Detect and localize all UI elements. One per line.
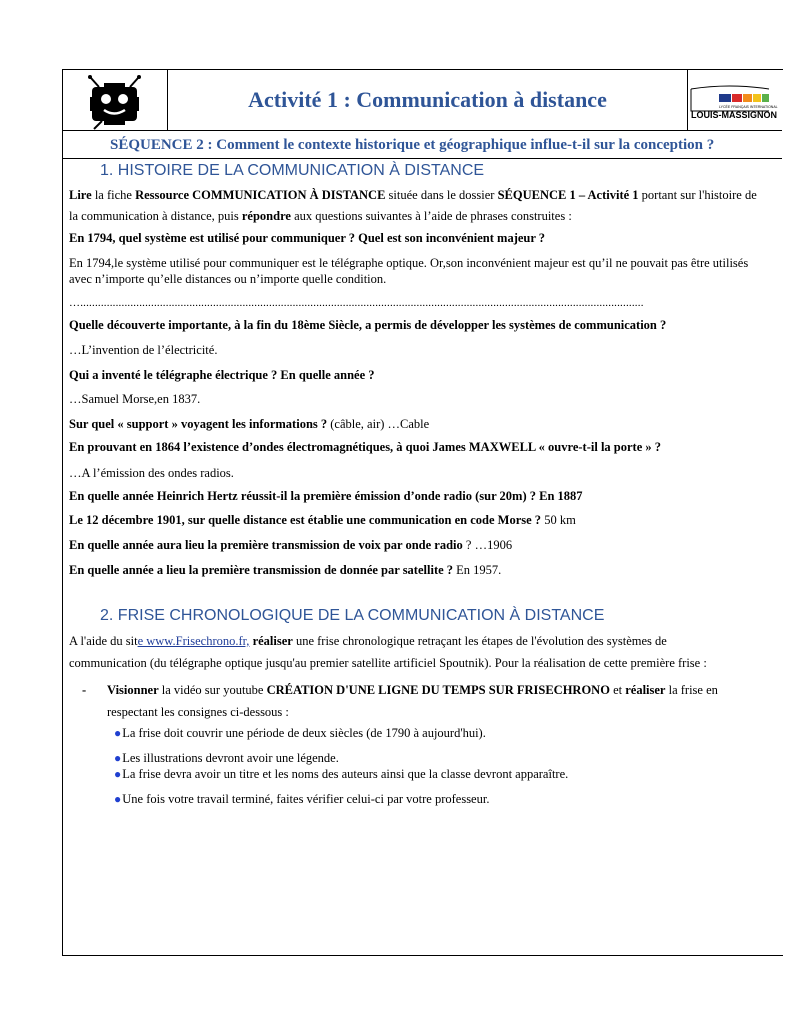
answer-5: …A l’émission des ondes radios.: [69, 466, 234, 480]
item-t2: et: [609, 683, 626, 697]
intro-l2b: aux questions suivantes à l’aide de phrases construites :: [290, 209, 572, 223]
list-item-text: La frise doit couvrir une période de deux siècles (de 1790 à aujourd'hui).: [122, 726, 486, 740]
question-5: En prouvant en 1864 l’existence d’ondes électromagnétiques, à quoi James MAXWELL « ouvre-t-il la porte » ?: [69, 440, 661, 454]
section2-heading: 2. FRISE CHRONOLOGIQUE DE LA COMMUNICATION À DISTANCE: [100, 607, 605, 624]
item-b2: CRÉATION D'UNE LIGNE DU TEMPS SUR FRISECHRONO: [266, 683, 610, 697]
question-3: Qui a inventé le télégraphe électrique ? En quelle année ?: [69, 368, 375, 382]
list-item-text: Les illustrations devront avoir une légende.: [122, 751, 339, 765]
answer-3: …Samuel Morse,en 1837.: [69, 392, 201, 406]
question-4: [69, 417, 429, 432]
intro-line1: [69, 188, 757, 203]
answer-dots: …...............................................................................................................................................................................................: [69, 297, 644, 309]
page-title: Activité 1 : Communication à distance: [248, 86, 607, 112]
answer-4: (câble, air) …Cable: [327, 417, 430, 431]
intro2-c: une frise chronologique retraçant les étapes de l'évolution des systèmes de: [292, 634, 667, 648]
question-6: En quelle année Heinrich Hertz réussit-il la première émission d’onde radio (sur 20m) ? En 1887: [69, 489, 583, 503]
intro-t2: située dans le dossier: [385, 188, 498, 202]
question-9-text: En quelle année a lieu la première transmission de donnée par satellite ?: [69, 563, 454, 577]
intro2-b: réaliser: [249, 634, 293, 648]
school-name: LOUIS-MASSIGNON: [691, 110, 778, 120]
bullet-icon: ●: [114, 792, 122, 806]
school-logo-icon: [689, 77, 809, 125]
frisechrono-link[interactable]: e www.Frisechrono.fr,: [137, 634, 250, 648]
intro-t3: portant sur l'histoire de: [638, 188, 757, 202]
item-t1: la vidéo sur youtube: [158, 683, 267, 697]
list-item: [114, 751, 339, 766]
answer-1-line2: avec n’importe qu’elle distances ou n’importe quelle condition.: [69, 272, 387, 286]
item-b3: réaliser: [625, 683, 666, 697]
intro-w4: répondre: [241, 209, 291, 223]
header-table: [62, 69, 782, 131]
list-item: [114, 726, 486, 741]
section2-intro-line1: [69, 634, 667, 649]
intro-w1: Lire: [69, 188, 92, 202]
answer-9: En 1957.: [453, 563, 502, 577]
intro-l2a: la communication à distance, puis: [69, 209, 242, 223]
robot-logo-cell: [62, 69, 168, 130]
item-b1: Visionner: [107, 683, 159, 697]
question-9: [69, 563, 501, 578]
intro2-a: A l'aide du sit: [69, 634, 138, 648]
sequence-title: SÉQUENCE 2 : Comment le contexte historique et géographique influe-t-il sur la conception ?: [110, 137, 715, 153]
intro-line2: [69, 209, 572, 224]
robot-gear-icon: [62, 69, 167, 130]
question-1: En 1794, quel système est utilisé pour communiquer ? Quel est son inconvénient majeur ?: [69, 231, 546, 245]
question-7-text: Le 12 décembre 1901, sur quelle distance est établie une communication en code Morse ?: [69, 513, 542, 527]
answer-8: ? …1906: [462, 538, 513, 552]
section1-heading: 1. HISTOIRE DE LA COMMUNICATION À DISTANCE: [100, 162, 485, 179]
dash-marker: -: [82, 683, 87, 697]
bullet-icon: ●: [114, 767, 122, 781]
school-logo: [689, 77, 809, 125]
school-small-text: LYCÉE FRANÇAIS INTERNATIONAL: [719, 105, 778, 109]
answer-2: …L’invention de l’électricité.: [69, 343, 218, 357]
question-8-text: En quelle année aura lieu la première transmission de voix par onde radio: [69, 538, 463, 552]
instruction-line2: respectant les consignes ci-dessous :: [107, 705, 289, 719]
sequence-row: [62, 131, 782, 159]
list-item-text: Une fois votre travail terminé, faites vérifier celui-ci par votre professeur.: [122, 792, 490, 806]
intro-t1: la fiche: [91, 188, 136, 202]
item-t3: la frise en: [665, 683, 718, 697]
intro-w3: SÉQUENCE 1 – Activité 1: [497, 188, 639, 202]
question-2: Quelle découverte importante, à la fin du 18ème Siècle, a permis de développer les systèmes de communication ?: [69, 318, 667, 332]
instruction-line1: [107, 683, 718, 698]
answer-7: 50 km: [541, 513, 576, 527]
list-item-text: La frise devra avoir un titre et les noms des auteurs ainsi que la classe devront apparaître.: [122, 767, 569, 781]
question-4-text: Sur quel « support » voyagent les informations ?: [69, 417, 328, 431]
intro-w2: Ressource COMMUNICATION À DISTANCE: [135, 188, 386, 202]
section2-intro-line2: communication (du télégraphe optique jusqu'au premier satellite artificiel Spoutnik). Pour la réalisation de cette première frise :: [69, 656, 707, 670]
title-cell: [168, 69, 688, 130]
list-item: [114, 767, 568, 782]
list-item: [114, 792, 489, 807]
answer-1-line1: En 1794,le système utilisé pour communiquer est le télégraphe optique. Or,son inconvénient majeur est qu’il ne pouvait pas être utilisés: [69, 256, 749, 270]
question-8: [69, 538, 512, 553]
bullet-icon: ●: [114, 751, 122, 765]
bullet-icon: ●: [114, 726, 122, 740]
question-7: [69, 513, 576, 528]
